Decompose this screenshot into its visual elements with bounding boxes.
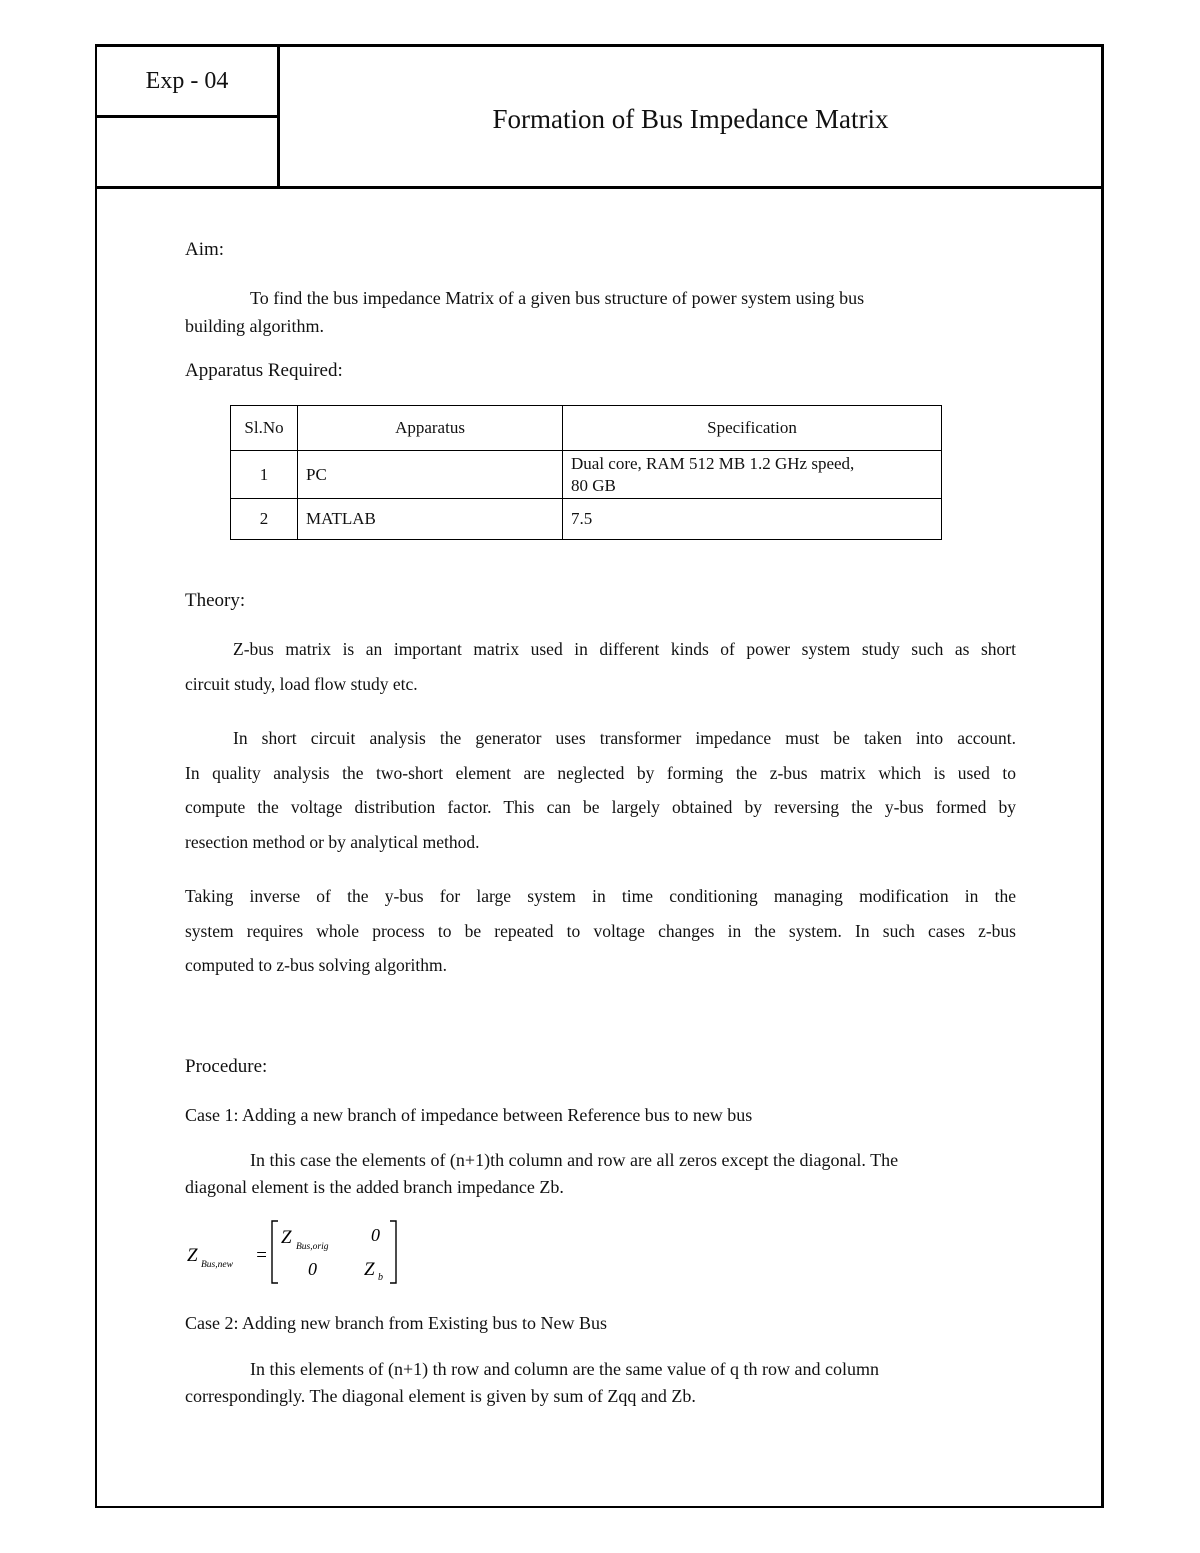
spec-line2: 80 GB: [571, 475, 616, 495]
theory-paragraph-3: [185, 879, 1016, 983]
table-header-row: [231, 406, 942, 451]
col-header-apparatus: Apparatus: [298, 406, 563, 451]
eq-lhs-z: Z: [187, 1245, 198, 1266]
cell-slno: 1: [231, 451, 298, 499]
cell-apparatus: PC: [298, 451, 563, 499]
theory-p3-line1: Taking inverse of the y-bus for large system in time conditioning managing modification in the: [185, 886, 1016, 906]
eq-lhs-sub: Bus,new: [201, 1260, 233, 1270]
page-title: Formation of Bus Impedance Matrix: [492, 104, 889, 134]
case2-text-line1: In this elements of (n+1) th row and column are the same value of q th row and column: [250, 1359, 879, 1379]
apparatus-heading: Apparatus Required:: [185, 360, 343, 381]
header: [97, 47, 1101, 189]
aim-text-line2: building algorithm.: [185, 316, 324, 336]
aim-text-line1: To find the bus impedance Matrix of a given bus structure of power system using bus: [250, 288, 865, 308]
eq-m22-z: Z: [364, 1259, 375, 1280]
theory-p2-line2: In quality analysis the two-short element are neglected by forming the z-bus matrix which is used to: [185, 762, 1016, 783]
theory-p1-line1: Z-bus matrix is an important matrix used in different kinds of power system study such as short: [233, 639, 1016, 659]
cell-apparatus: MATLAB: [298, 499, 563, 540]
table-row: [231, 499, 942, 540]
eq-m12: 0: [371, 1225, 380, 1245]
theory-p3-line3: computed to z-bus solving algorithm.: [185, 955, 447, 975]
col-header-specification: Specification: [563, 406, 942, 451]
theory-p2-line3: compute the voltage distribution factor. This can be largely obtained by reversing the y-bus formed by: [185, 797, 1016, 817]
eq-m11-z: Z: [281, 1227, 292, 1248]
eq-m21: 0: [308, 1259, 317, 1279]
cell-specification: 7.5: [563, 499, 942, 540]
case1-title: Case 1: Adding a new branch of impedance between Reference bus to new bus: [185, 1105, 753, 1125]
page-frame: [95, 44, 1104, 1508]
theory-p2-line4: resection method or by analytical method.: [185, 831, 480, 852]
zbus-equation: [185, 1217, 415, 1287]
eq-equals: =: [255, 1245, 268, 1266]
aim-heading: Aim:: [185, 239, 225, 260]
theory-p3-line2: system requires whole process to be repeated to voltage changes in the system. In such cases z-bus: [185, 920, 1016, 941]
theory-heading: Theory:: [185, 590, 246, 611]
theory-p1-line2: circuit study, load flow study etc.: [185, 673, 418, 694]
case2-title: Case 2: Adding new branch from Existing bus to New Bus: [185, 1313, 607, 1333]
cell-specification: [563, 451, 942, 499]
spec-line1: Dual core, RAM 512 MB 1.2 GHz speed,: [571, 453, 855, 473]
procedure-heading: Procedure:: [185, 1056, 268, 1077]
eq-right-bracket: [390, 1221, 396, 1283]
case2-text-line2: correspondingly. The diagonal element is given by sum of Zqq and Zb.: [185, 1386, 696, 1406]
theory-p2-line1: In short circuit analysis the generator uses transformer impedance must be taken into account.: [233, 728, 1016, 748]
case1-text-line2: diagonal element is the added branch impedance Zb.: [185, 1177, 564, 1197]
table-row: [231, 451, 942, 499]
exp-label: Exp - 04: [97, 47, 277, 118]
eq-m22-sub: b: [378, 1272, 383, 1283]
eq-left-bracket: [272, 1221, 278, 1283]
exp-box: [97, 47, 280, 186]
eq-m11-sub: Bus,orig: [296, 1242, 329, 1252]
cell-slno: 2: [231, 499, 298, 540]
case1-text-line1: In this case the elements of (n+1)th column and row are all zeros except the diagonal. The: [250, 1150, 899, 1170]
theory-paragraph-2: [185, 721, 1016, 859]
apparatus-table: [230, 405, 942, 540]
col-header-slno: Sl.No: [231, 406, 298, 451]
theory-paragraph-1: [185, 632, 1016, 701]
